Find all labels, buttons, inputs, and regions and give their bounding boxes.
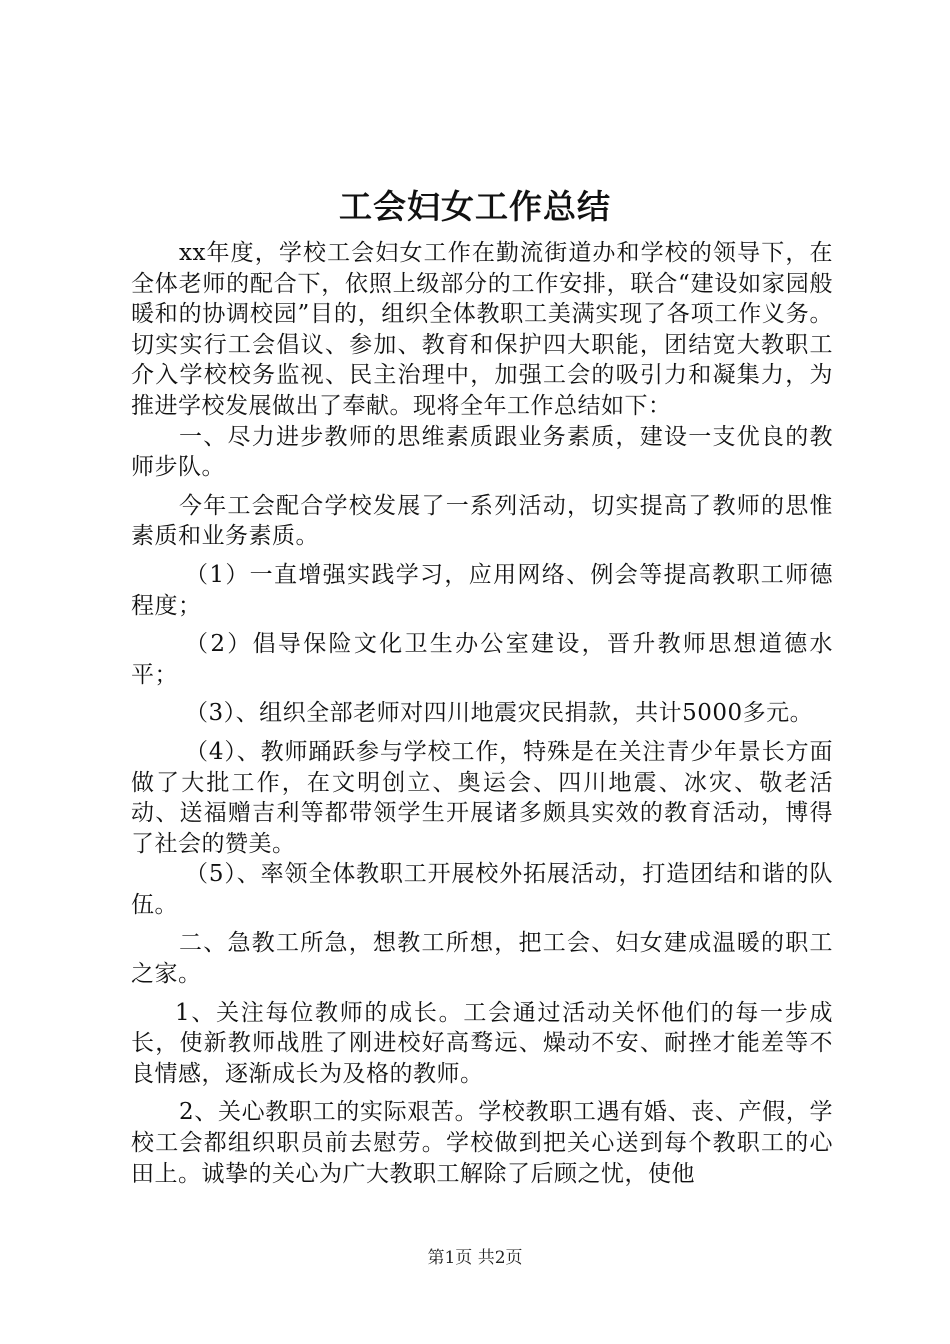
list-item-4: （4）、教师踊跃参与学校工作，特殊是在关注青少年景长方面做了大批工作，在文明创立、奥运会、四川地震、冰灾、敬老活动、送福赠吉利等都带领学生开展诸多颇具实效的教育活动，博得了社会的赞美。 <box>131 738 833 857</box>
body-paragraph: 今年工会配合学校发展了一系列活动，切实提高了教师的思惟素质和业务素质。 <box>131 492 833 550</box>
numbered-item-1: 1、关注每位教师的成长。工会通过活动关怀他们的每一步成长，使新教师战胜了刚进校好高骛远、燥动不安、耐挫才能差等不良情感，逐渐成长为及格的教师。 <box>131 999 833 1087</box>
list-item-1: （1）一直增强实践学习，应用网络、例会等提高教职工师德程度； <box>131 561 833 619</box>
page-number: 第1页 共2页 <box>427 1248 523 1268</box>
section-heading-1: 一、尽力进步教师的思维素质跟业务素质，建设一支优良的教师步队。 <box>131 423 833 481</box>
list-item-3: （3）、组织全部老师对四川地震灾民捐款，共计5000多元。 <box>185 700 814 727</box>
list-item-5: （5）、率领全体教职工开展校外拓展活动，打造团结和谐的队伍。 <box>131 861 833 918</box>
section-heading-2: 二、急教工所急，想教工所想，把工会、妇女建成温暖的职工之家。 <box>131 930 833 988</box>
list-item-2: （2）倡导保险文化卫生办公室建设，晋升教师思想道德水平； <box>131 631 833 688</box>
document-body <box>131 238 833 1189</box>
document-title: 工会妇女工作总结 <box>339 187 611 226</box>
numbered-item-2: 2、关心教职工的实际艰苦。学校教职工遇有婚、丧、产假，学校工会都组织职员前去慰劳。学校做到把关心送到每个教职工的心田上。诚挚的关心为广大教职工解除了后顾之忧，使他 <box>131 1099 833 1187</box>
intro-paragraph: xx年度，学校工会妇女工作在勤流街道办和学校的领导下，在全体老师的配合下，依照上级部分的工作安排，联合“建设如家园般暖和的协调校园”目的，组织全体教职工美满实现了各项工作义务。切实实行工会倡议、参加、教育和保护四大职能，团结宽大教职工介入学校校务监视、民主治理中，加强工会的吸引力和凝集力，为推进学校发展做出了奉献。现将全年工作总结如下： <box>131 240 833 419</box>
